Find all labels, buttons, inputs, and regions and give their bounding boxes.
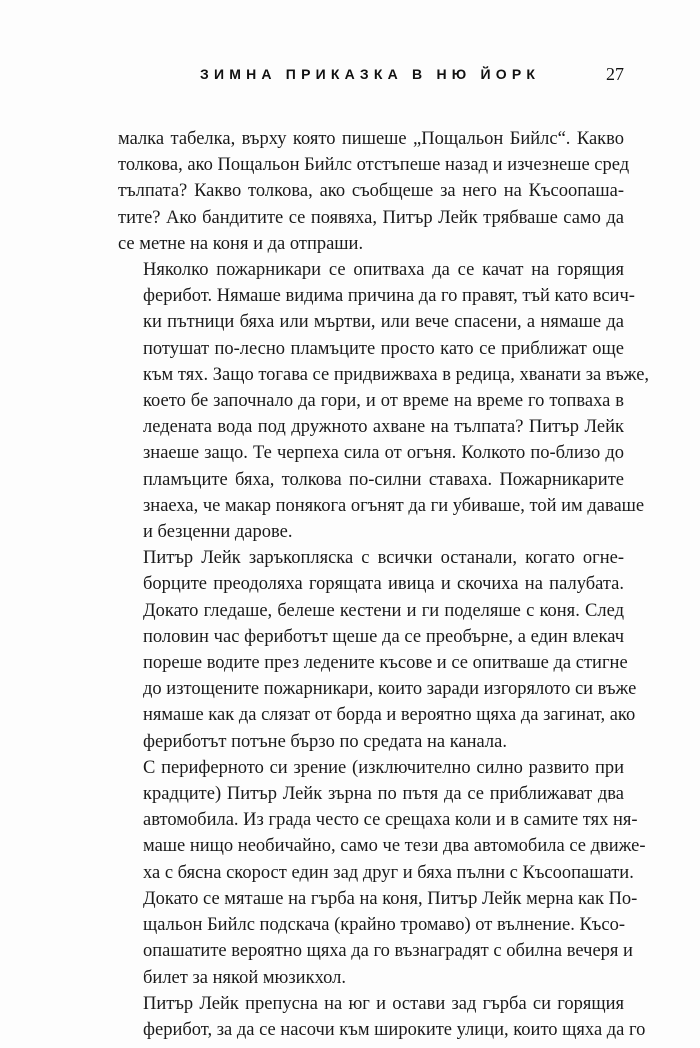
paragraph	[118, 126, 630, 257]
text-line: щальон Бийлс подскача (крайно тромаво) от вълнение. Късо-	[143, 915, 625, 936]
text-line: малка табелка, върху която пишеше „Пощальон Бийлс“. Какво	[118, 129, 624, 149]
text-line: опашатите вероятно щяха да го възнаградят с обилна вечеря и	[143, 941, 633, 962]
text-line: маше нищо необичайно, само че тези два автомобила се движе-	[143, 836, 646, 857]
text-line: тълпата? Какво толкова, ако съобщеше за него на Късоопаша-	[118, 181, 624, 202]
text-line: тите? Ако бандитите се появяха, Питър Лейк трябваше само да	[118, 207, 624, 228]
text-line: борците преодоляха горящата ивица и скочиха на палубата.	[143, 574, 624, 595]
text-line: билет за някой мюзикхол.	[143, 967, 346, 988]
text-line: пореше водите през ледените късове и се опитваше да стигне	[143, 653, 628, 674]
text-line: ледената вода под дружното ахване на тълпата? Питър Лейк	[143, 417, 624, 438]
text-line: и безценни дарове.	[143, 522, 293, 543]
text-line: крадците) Питър Лейк зърна по пътя да се приближават два	[143, 784, 624, 805]
text-line: което бе започнало да гори, и от време на време го топваха в	[143, 391, 624, 412]
text-line: до изтощените пожарникари, които заради изгорялото си въже	[143, 679, 637, 700]
text-line: автомобила. Из града често се срещаха коли и в самите тях ня-	[143, 810, 638, 831]
paragraph	[118, 545, 637, 755]
text-line: половин час фериботът щеше да се преобърне, а един влекач	[143, 626, 624, 647]
text-line: към тях. Защо тогава се придвижваха в редица, хванати за въже,	[143, 364, 650, 385]
text-line: се метне на коня и да отпраши.	[118, 233, 364, 254]
text-line: ферибот, за да се насочи към широките улици, които щяха да го	[143, 1019, 646, 1040]
text-line: ферибот. Нямаше видима причина да го правят, тъй като всич-	[143, 286, 635, 307]
text-line: Питър Лейк заръкопляска с всички останали, когато огне-	[143, 548, 624, 569]
text-line: нямаше как да слязат от борда и вероятно щяха да загинат, ако	[143, 705, 636, 726]
text-line: потушат по-лесно пламъците просто като се приближат още	[143, 338, 624, 359]
running-header	[118, 64, 624, 88]
text-line: Няколко пожарникари се опитваха да се качат на горящия	[143, 260, 624, 281]
text-line: С периферното си зрение (изключително силно развито при	[143, 757, 624, 778]
text-line: пламъците бяха, толкова по-силни ставаха. Пожарникарите	[143, 469, 624, 490]
text-line: знаеше защо. Те черпеха сила от огъня. Колкото по-близо до	[143, 443, 624, 464]
text-line: ха с бясна скорост един зад друг и бяха пълни с Късоопашати.	[143, 862, 634, 883]
text-line: Питър Лейк препусна на юг и остави зад гърба си горящия	[143, 993, 624, 1014]
text-line: Докато се мяташе на гърба на коня, Питър Лейк мерна как По-	[143, 888, 638, 909]
paragraph	[118, 755, 646, 991]
text-line: ки пътници бяха или мъртви, или вече спасени, а нямаше да	[143, 312, 624, 333]
paragraph	[118, 991, 646, 1043]
body-text	[118, 126, 650, 1043]
text-line: толкова, ако Пощальон Бийлс отстъпеше назад и изчезнеше сред	[118, 155, 630, 176]
running-title: ЗИМНА ПРИКАЗКА В НЮ ЙОРК	[200, 66, 541, 82]
page-number: 27	[606, 64, 624, 84]
text-line: Докато гледаше, белеше кестени и ги поделяше с коня. След	[143, 600, 624, 621]
text-line: фериботът потъне бързо по средата на канала.	[143, 731, 507, 752]
text-line: знаеха, че макар понякога огънят да ги убиваше, той им даваше	[143, 495, 645, 516]
paragraph	[118, 257, 650, 545]
